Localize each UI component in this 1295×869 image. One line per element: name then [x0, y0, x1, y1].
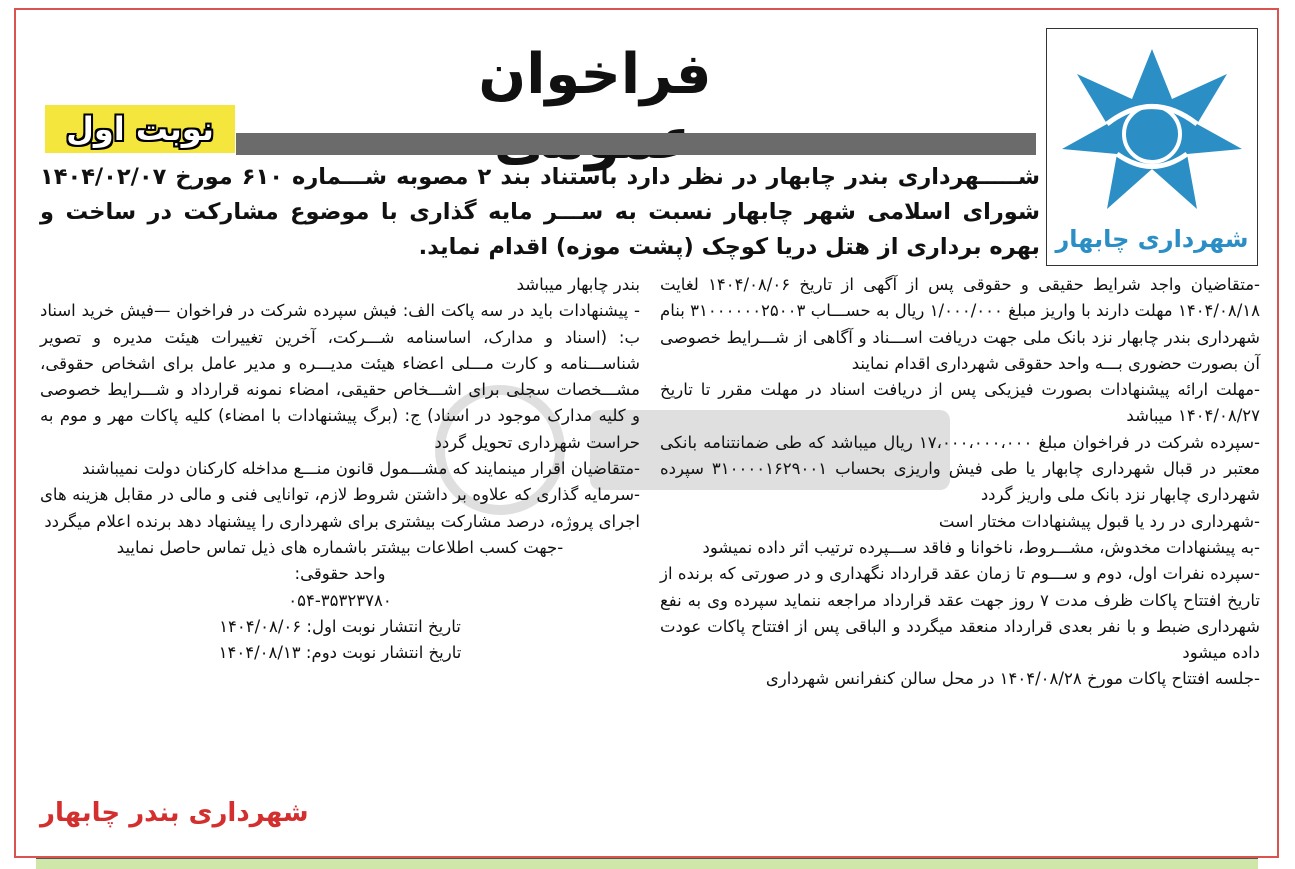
municipality-logo: [1046, 28, 1258, 266]
signature: شهرداری بندر چابهار: [40, 798, 309, 828]
left-column: [40, 272, 640, 666]
municipality-emblem-icon: [1047, 29, 1257, 225]
clause: - پیشنهادات باید در سه پاکت الف: فیش سپرده شرکت در فراخوان —فیش خرید اسناد ب: (اسناد و مدارک، اساسنامه شـــرکت، آخرین تغییرات هیئت مدیره و تصویر شناســـنامه و کارت مـــلی اعضاء هیئت مدیـــره و مدیر عامل برای اشخاص حقوقی، مشـــخصات سجلی برای اشـــخاص حقیقی، امضاء نمونه قرارداد و شـــرایط خصوصی و کلیه مدارک موجود در اسناد) ج: (برگ پیشنهادات با امضاء) کلیه پاکات مهر و موم به حراست شهرداری تحویل گردد: [40, 301, 640, 452]
clause: بندر چابهار میباشد: [516, 275, 640, 294]
clause: -شهرداری در رد یا قبول پیشنهادات مختار است: [938, 511, 1260, 531]
intro-paragraph: شـــــهرداری بندر چابهار در نظر دارد باستناد بند ۲ مصوبه شـــماره ۶۱۰ مورخ ۱۴۰۴/۰۲/۰۷ شورای اسلامی شهر چابهار نسبت به ســـر مایه گذاری با موضوع مشارکت در ساخت و بهره برداری از هتل دریا کوچک (پشت موزه) اقدام نماید.: [40, 164, 1040, 260]
phone-number: ۰۵۴-۳۵۳۲۳۷۸۰: [288, 590, 392, 610]
logo-caption: شهرداری چابهار: [1055, 225, 1249, 253]
clause: -سپرده شرکت در فراخوان مبلغ ۱۷،۰۰۰،۰۰۰،۰۰۰ ریال میباشد که طی ضمانتنامه بانکی معتبر در قبال شهرداری چابهار یا طی فیش واریزی بحساب ۳۱۰۰۰۰۱۶۲۹۰۰۱ سپرده شهرداری چابهار نزد بانک ملی واریز گردد: [660, 432, 1260, 505]
legal-unit-label: واحد حقوقی:: [294, 564, 386, 584]
header-divider: [236, 133, 1036, 155]
clause: -متقاضیان اقرار مینمایند که مشـــمول قانون منـــع مداخله کارکنان دولت نمیباشند: [81, 459, 640, 479]
clause: -سرمایه گذاری که علاوه بر داشتن شروط لازم، توانایی فنی و مالی در مقابل هزینه های اجرای پروژه، درصد مشارکت بیشتری برای شهرداری را پیشنهاد دهد برنده اعلام میگردد: [40, 485, 640, 531]
second-publication-date: تاریخ انتشار نوبت دوم: ۱۴۰۴/۰۸/۱۳: [218, 643, 462, 663]
clause: -جلسه افتتاح پاکات مورخ ۱۴۰۴/۰۸/۲۸ در محل سالن کنفرانس شهرداری: [765, 669, 1260, 689]
clause: -به پیشنهادات مخدوش، مشـــروط، ناخوانا و فاقد ســـپرده ترتیب اثر داده نمیشود: [702, 537, 1260, 557]
clause: -جهت کسب اطلاعات بیشتر باشماره های ذیل تماس حاصل نمایید: [116, 537, 564, 557]
round-badge: [45, 105, 235, 153]
first-publication-date: تاریخ انتشار نوبت اول: ۱۴۰۴/۰۸/۰۶: [219, 616, 461, 636]
right-column: [660, 272, 1260, 693]
round-badge-label: نوبت اول: [66, 110, 214, 148]
page-title: فراخوان: [478, 42, 712, 107]
clause: -متقاضیان واجد شرایط حقیقی و حقوقی پس از آگهی از تاریخ ۱۴۰۴/۰۸/۰۶ لغایت ۱۴۰۴/۰۸/۱۸ مهلت دارند با واریز مبلغ ۱/۰۰۰/۰۰۰ ریال به حســـاب ۳۱۰۰۰۰۰۰۲۵۰۰۳ بنام شهرداری بندر چابهار نزد بانک ملی جهت دریافت اســـناد و آگاهی از شـــرایط خصوصی آن بصورت حضوری بـــه واحد حقوقی شهرداری اقدام نمایند: [660, 275, 1260, 373]
bottom-strip: [36, 858, 1258, 869]
clause: -سپرده نفرات اول، دوم و ســـوم تا زمان عقد قرارداد نگهداری و در صورتی که برنده از تاریخ افتتاح پاکات ظرف مدت ۷ روز جهت عقد قرارداد مراجعه ننماید سپرده وی به نفع شهرداری ضبط و با نفر بعدی قرارداد منعقد میگردد و الباقی پس از افتتاح پاکات عودت داده میشود: [660, 564, 1260, 663]
clause: -مهلت ارائه پیشنهادات بصورت فیزیکی پس از دریافت اسناد در مهلت مقرر تا تاریخ ۱۴۰۴/۰۸/۲۷ میباشد: [660, 380, 1260, 426]
